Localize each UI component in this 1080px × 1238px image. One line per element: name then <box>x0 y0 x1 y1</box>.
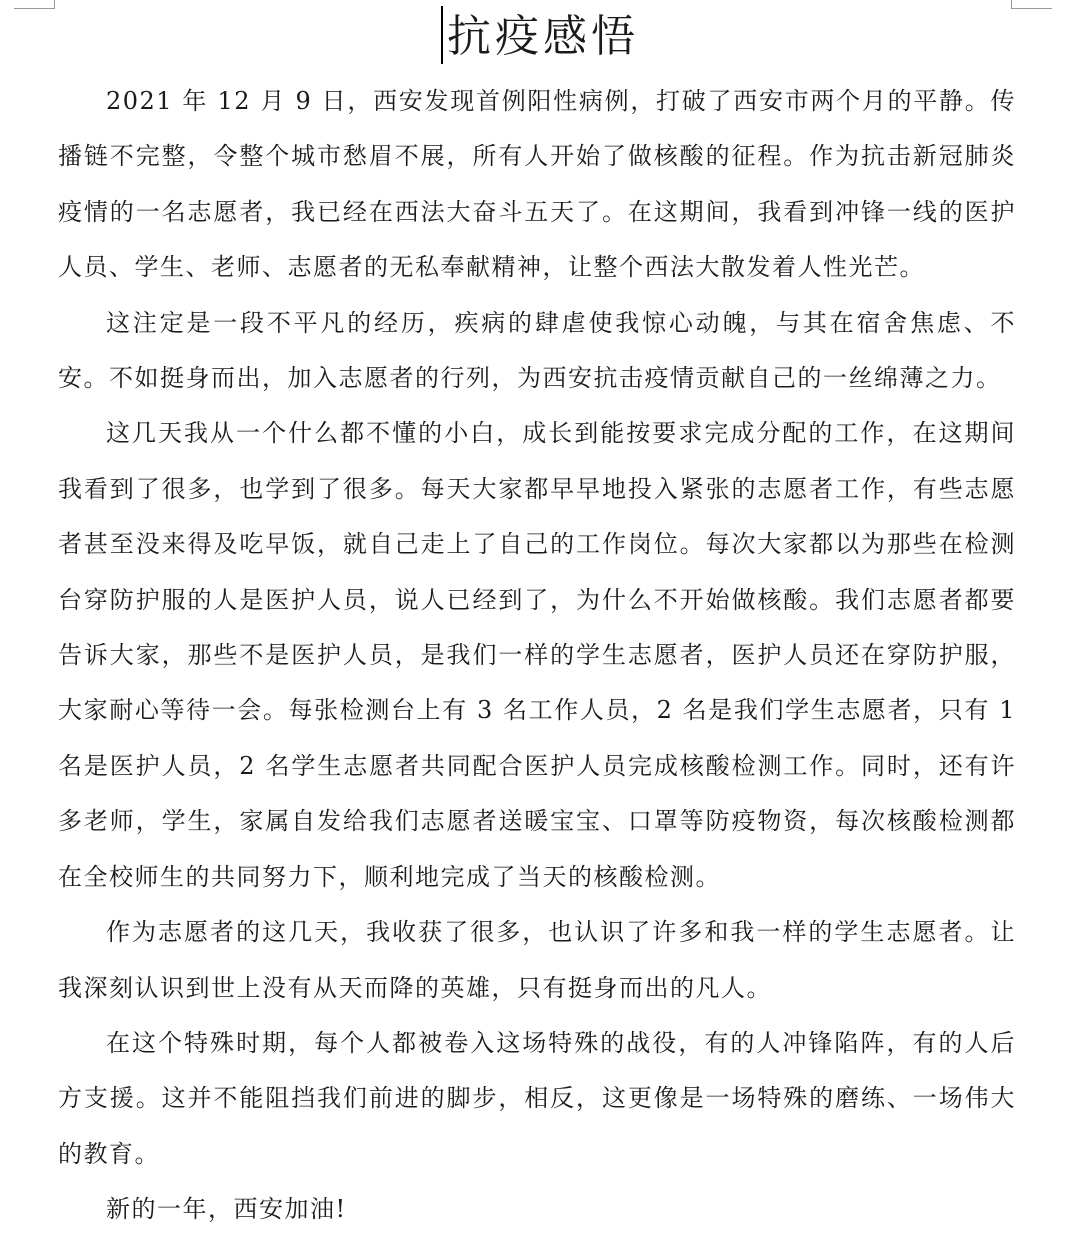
document-body[interactable] <box>58 74 1016 1238</box>
paragraph-3[interactable]: 这几天我从一个什么都不懂的小白，成长到能按要求完成分配的工作，在这期间我看到了很多，也学到了很多。每天大家都早早地投入紧张的志愿者工作，有些志愿者甚至没来得及吃早饭，就自己走上了自己的工作岗位。每次大家都以为那些在检测台穿防护服的人是医护人员，说人已经到了，为什么不开始做核酸。我们志愿者都要告诉大家，那些不是医护人员，是我们一样的学生志愿者，医护人员还在穿防护服，大家耐心等待一会。每张检测台上有 3 名工作人员，2 名是我们学生志愿者，只有 1 名是医护人员，2 名学生志愿者共同配合医护人员完成核酸检测工作。同时，还有许多老师，学生，家属自发给我们志愿者送暖宝宝、口罩等防疫物资，每次核酸检测都在全校师生的共同努力下，顺利地完成了当天的核酸检测。 <box>58 419 1016 891</box>
paragraph-2[interactable]: 这注定是一段不平凡的经历，疾病的肆虐使我惊心动魄，与其在宿舍焦虑、不安。不如挺身而出，加入志愿者的行列，为西安抗击疫情贡献自己的一丝绵薄之力。 <box>58 308 1016 393</box>
paragraph-6[interactable]: 新的一年，西安加油! <box>106 1195 347 1224</box>
paragraph-5[interactable]: 在这个特殊时期，每个人都被卷入这场特殊的战役，有的人冲锋陷阵，有的人后方支援。这并不能阻挡我们前进的脚步，相反，这更像是一场特殊的磨练、一场伟大的教育。 <box>58 1028 1016 1168</box>
title-line[interactable] <box>0 6 1080 68</box>
text-cursor <box>441 6 443 64</box>
document-title[interactable]: 抗疫感悟 <box>447 11 639 62</box>
paragraph-1[interactable]: 2021 年 12 月 9 日，西安发现首例阳性病例，打破了西安市两个月的平静。传播链不完整，令整个城市愁眉不展，所有人开始了做核酸的征程。作为抗击新冠肺炎疫情的一名志愿者，我已经在西法大奋斗五天了。在这期间，我看到冲锋一线的医护人员、学生、老师、志愿者的无私奉献精神，让整个西法大散发着人性光芒。 <box>58 87 1016 282</box>
paragraph-4[interactable]: 作为志愿者的这几天，我收获了很多，也认识了许多和我一样的学生志愿者。让我深刻认识到世上没有从天而降的英雄，只有挺身而出的凡人。 <box>58 918 1016 1002</box>
